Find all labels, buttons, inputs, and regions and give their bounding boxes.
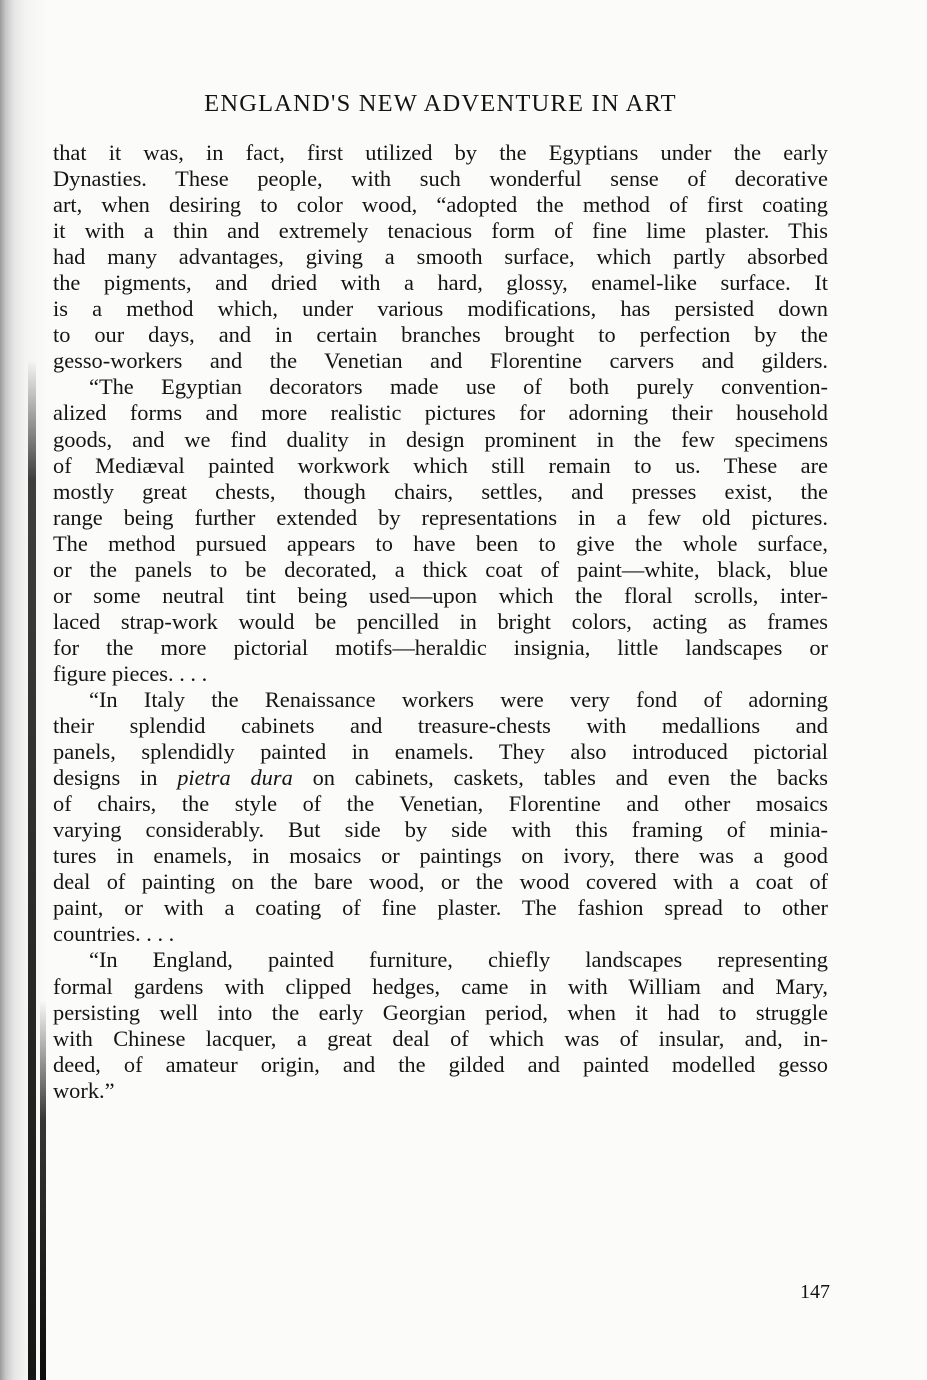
text-line: art, when desiring to color wood, “adopted the method of first coating <box>53 192 828 218</box>
text-line: alized forms and more realistic pictures for adorning their household <box>53 400 828 426</box>
binding-edge-lower <box>40 1000 46 1380</box>
text-line: tures in enamels, in mosaics or paintings on ivory, there was a good <box>53 843 828 869</box>
running-head: ENGLAND'S NEW ADVENTURE IN ART <box>204 90 677 117</box>
text-line: designs in pietra dura on cabinets, caskets, tables and even the backs <box>53 765 828 791</box>
text-line: is a method which, under various modifications, has persisted down <box>53 296 828 322</box>
text-line: the pigments, and dried with a hard, glossy, enamel-like surface. It <box>53 270 828 296</box>
text-line: goods, and we find duality in design prominent in the few specimens <box>53 426 828 452</box>
text-line: mostly great chests, though chairs, settles, and presses exist, the <box>53 478 828 504</box>
text-line: of chairs, the style of the Venetian, Florentine and other mosaics <box>53 791 828 817</box>
text-line: panels, splendidly painted in enamels. They also introduced pictorial <box>53 739 828 765</box>
text-line: The method pursued appears to have been to give the whole surface, <box>53 530 828 556</box>
text-line: with Chinese lacquer, a great deal of which was of insular, and, in- <box>53 1025 828 1051</box>
text-line: persisting well into the early Georgian period, when it had to struggle <box>53 999 828 1025</box>
body-text <box>53 140 828 1104</box>
text-line: varying considerably. But side by side with this framing of minia- <box>53 817 828 843</box>
text-line: paint, or with a coating of fine plaster. The fashion spread to other <box>53 895 828 921</box>
text-line: “The Egyptian decorators made use of both purely convention- <box>89 374 828 400</box>
text-line: figure pieces. . . . <box>53 660 208 686</box>
text-line: “In Italy the Renaissance workers were very fond of adorning <box>89 686 828 712</box>
binding-edge <box>28 360 36 1380</box>
text-line: deal of painting on the bare wood, or the wood covered with a coat of <box>53 869 828 895</box>
text-line: that it was, in fact, first utilized by the Egyptians under the early <box>53 140 828 165</box>
text-line: “In England, painted furniture, chiefly landscapes representing <box>89 947 828 973</box>
text-line: laced strap-work would be pencilled in bright colors, acting as frames <box>53 608 828 634</box>
text-line: their splendid cabinets and treasure-chests with medallions and <box>53 713 828 739</box>
italic-term: pietra dura <box>177 765 293 791</box>
text-line: formal gardens with clipped hedges, came in with William and Mary, <box>53 973 828 999</box>
text-line: of Mediæval painted workwork which still remain to us. These are <box>53 452 828 478</box>
text-line: gesso-workers and the Venetian and Florentine carvers and gilders. <box>53 348 828 374</box>
text-line: or some neutral tint being used—upon which the floral scrolls, inter- <box>53 582 828 608</box>
text-line: or the panels to be decorated, a thick coat of paint—white, black, blue <box>53 556 828 582</box>
text-line: for the more pictorial motifs—heraldic insignia, little landscapes or <box>53 634 828 660</box>
text-line: had many advantages, giving a smooth surface, which partly absorbed <box>53 244 828 270</box>
text-line: to our days, and in certain branches brought to perfection by the <box>53 322 828 348</box>
text-line: countries. . . . <box>53 921 175 947</box>
text-line: Dynasties. These people, with such wonderful sense of decorative <box>53 166 828 192</box>
text-line: work.” <box>53 1077 115 1103</box>
text-line: it with a thin and extremely tenacious form of fine lime plaster. This <box>53 218 828 244</box>
text-line: range being further extended by representations in a few old pictures. <box>53 504 828 530</box>
page-number: 147 <box>800 1281 830 1303</box>
text-line: deed, of amateur origin, and the gilded and painted modelled gesso <box>53 1051 828 1077</box>
